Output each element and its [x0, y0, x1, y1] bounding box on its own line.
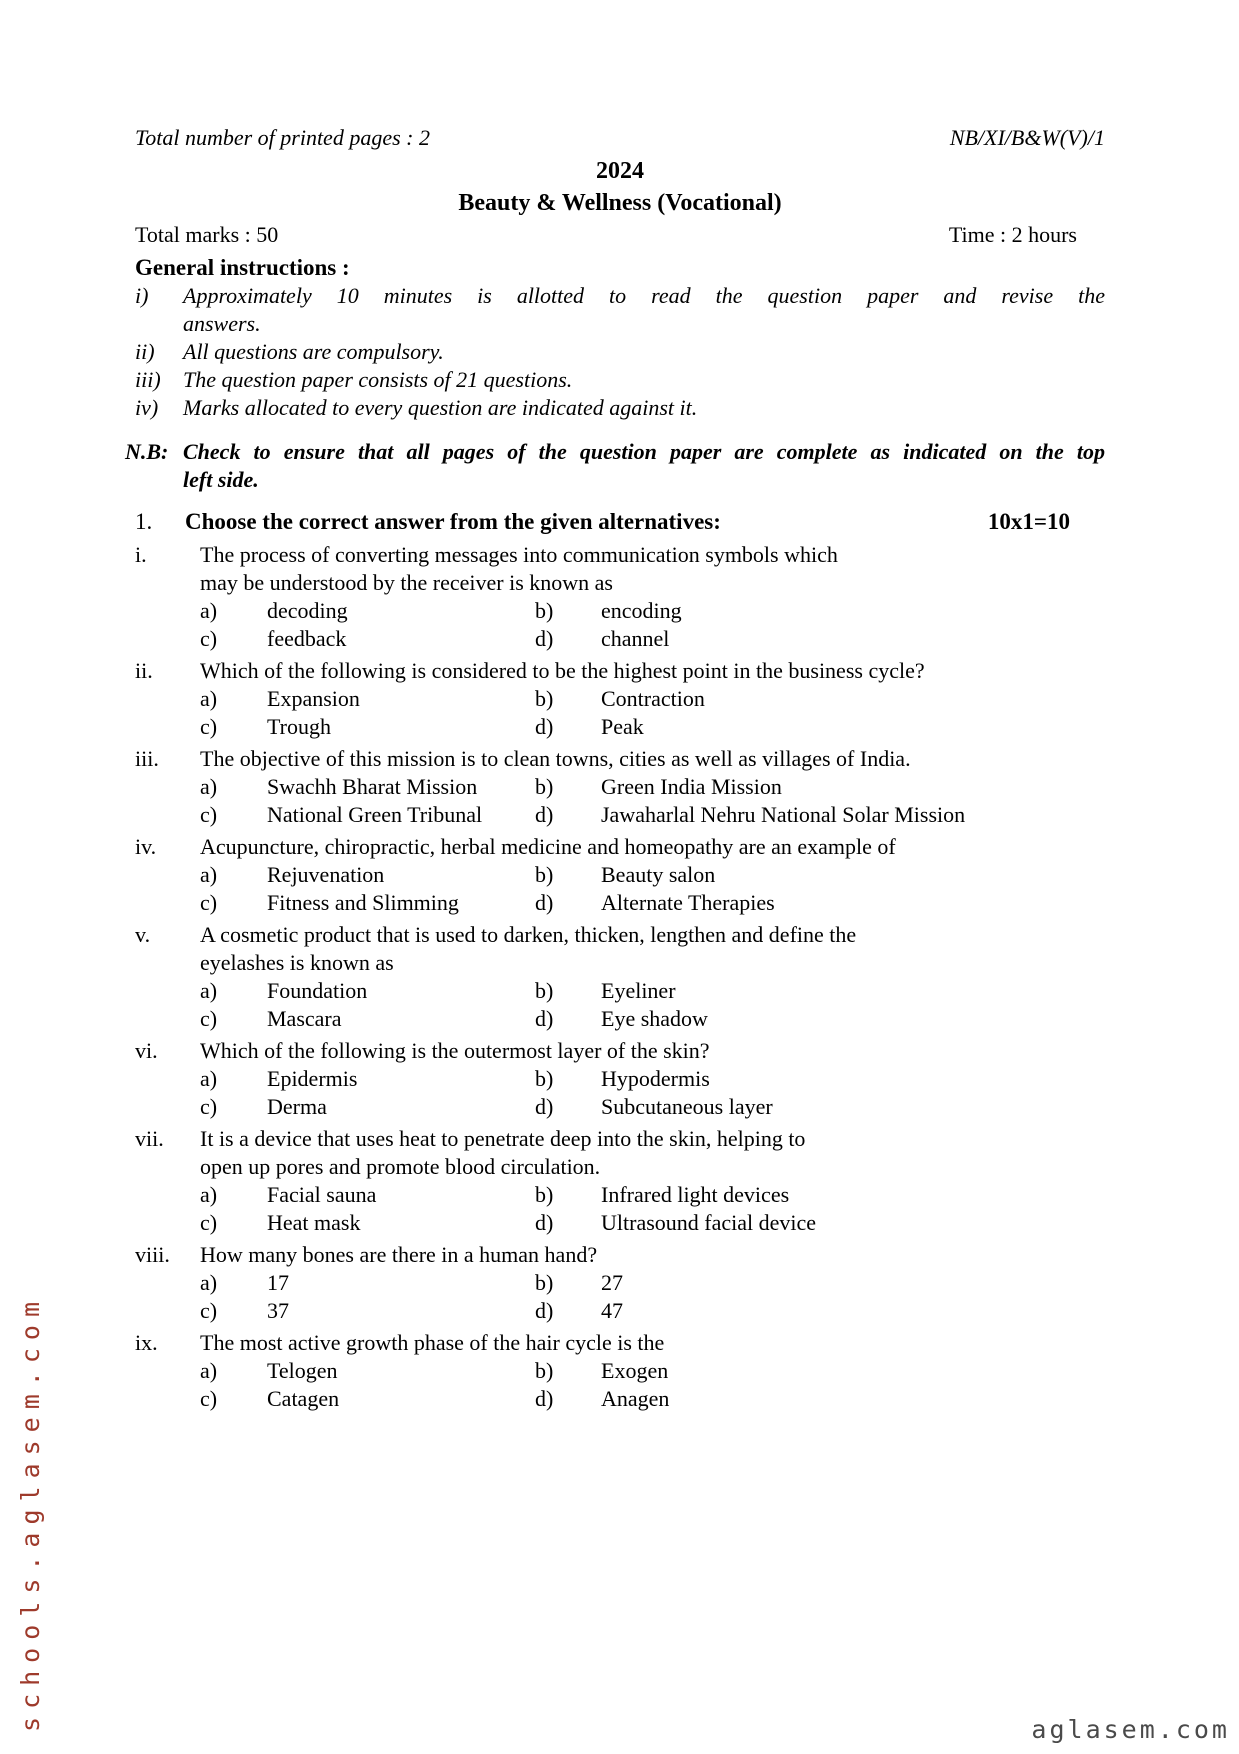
option-label: d): [535, 1386, 554, 1411]
option-text: 27: [601, 1270, 623, 1295]
option-text: encoding: [601, 598, 682, 623]
mcq-number: iv.: [135, 834, 157, 859]
option-text: Trough: [267, 714, 331, 739]
option-label: b): [535, 774, 554, 799]
option-label: c): [200, 1298, 218, 1323]
option-text: 47: [601, 1298, 623, 1323]
instruction-label: iii): [135, 367, 161, 392]
option-text: Eye shadow: [601, 1006, 708, 1031]
instruction-text: The question paper consists of 21 questions.: [183, 367, 573, 392]
option-label: b): [535, 1358, 554, 1383]
option-text: feedback: [267, 626, 347, 651]
option-label: a): [200, 862, 218, 887]
option-label: a): [200, 1182, 218, 1207]
option-text: Swachh Bharat Mission: [267, 774, 478, 799]
option-text: Heat mask: [267, 1210, 361, 1235]
option-text: Anagen: [601, 1386, 670, 1411]
instruction-label: iv): [135, 395, 159, 420]
mcq-number: ix.: [135, 1330, 158, 1355]
option-label: d): [535, 1006, 554, 1031]
option-label: c): [200, 626, 218, 651]
option-text: Facial sauna: [267, 1182, 377, 1207]
instruction-text: All questions are compulsory.: [183, 339, 444, 364]
option-text: Expansion: [267, 686, 360, 711]
mcq-number: ii.: [135, 658, 153, 683]
watermark-left-vertical: schools.aglasem.com: [16, 1294, 45, 1732]
option-label: d): [535, 890, 554, 915]
option-row: [200, 861, 1105, 889]
mcq-item: [135, 1241, 1105, 1325]
mcq-stem-line: may be understood by the receiver is known as: [200, 570, 613, 595]
mcq-stem-line: Which of the following is considered to be the highest point in the business cycle?: [200, 658, 925, 683]
option-row: [200, 1269, 1105, 1297]
option-text: Beauty salon: [601, 862, 716, 887]
option-label: d): [535, 714, 554, 739]
nb-note: [125, 438, 1105, 494]
time-allowed: Time : 2 hours: [948, 222, 1077, 247]
instruction-label: i): [135, 283, 149, 308]
option-label: a): [200, 774, 218, 799]
mcq-stem-line: Which of the following is the outermost layer of the skin?: [200, 1038, 710, 1063]
nb-text: [183, 438, 1105, 494]
option-label: a): [200, 1270, 218, 1295]
option-row: [200, 1093, 1105, 1121]
option-row: [200, 977, 1105, 1005]
option-label: d): [535, 1298, 554, 1323]
option-label: b): [535, 1066, 554, 1091]
option-text: Epidermis: [267, 1066, 358, 1091]
option-label: c): [200, 802, 218, 827]
option-row: [200, 889, 1105, 917]
option-text: Foundation: [267, 978, 368, 1003]
option-label: a): [200, 1066, 218, 1091]
option-text: Exogen: [601, 1358, 669, 1383]
mcq-number: v.: [135, 922, 151, 947]
option-text: Peak: [601, 714, 644, 739]
mcq-number: i.: [135, 542, 147, 567]
instruction-line: Approximately 10 minutes is allotted to read the question paper and revise the: [183, 283, 1105, 308]
mcq-number: vi.: [135, 1038, 158, 1063]
mcq-stem-line: open up pores and promote blood circulation.: [200, 1154, 601, 1179]
nb-line: left side.: [183, 467, 259, 492]
option-label: b): [535, 1270, 554, 1295]
option-label: d): [535, 1210, 554, 1235]
option-text: Derma: [267, 1094, 327, 1119]
option-row: [200, 1209, 1105, 1237]
question-number: 1.: [135, 509, 153, 534]
option-label: c): [200, 1094, 218, 1119]
option-text: Hypodermis: [601, 1066, 710, 1091]
option-label: c): [200, 1386, 218, 1411]
option-label: c): [200, 890, 218, 915]
option-row: [200, 625, 1105, 653]
question-1-marks: 10x1=10: [987, 509, 1070, 534]
header-row: [135, 124, 1105, 152]
option-text: Telogen: [267, 1358, 338, 1383]
mcq-body: [200, 1241, 1105, 1325]
mcq-stem-line: Acupuncture, chiropractic, herbal medicine and homeopathy are an example of: [200, 834, 896, 859]
option-row: [200, 685, 1105, 713]
instruction-item: [135, 394, 1105, 422]
option-label: a): [200, 1358, 218, 1383]
option-row: [200, 773, 1105, 801]
exam-year-title: 2024: [596, 158, 644, 184]
question-1-heading: Choose the correct answer from the given alternatives:: [185, 509, 721, 534]
option-text: 17: [267, 1270, 289, 1295]
mcq-item: [135, 833, 1105, 917]
option-text: Fitness and Slimming: [267, 890, 459, 915]
option-text: Infrared light devices: [601, 1182, 790, 1207]
option-label: d): [535, 802, 554, 827]
nb-line: Check to ensure that all pages of the question paper are complete as indicated on the top: [183, 439, 1105, 464]
mcq-item: [135, 1329, 1105, 1413]
option-row: [200, 1005, 1105, 1033]
total-marks: Total marks : 50: [135, 222, 279, 247]
option-text: Contraction: [601, 686, 705, 711]
instruction-label: ii): [135, 339, 155, 364]
mcq-body: [200, 833, 1105, 917]
mcq-number: iii.: [135, 746, 159, 771]
question-1-heading-row: [135, 507, 1105, 537]
option-row: [200, 1385, 1105, 1413]
mcq-item: [135, 1125, 1105, 1237]
option-text: Eyeliner: [601, 978, 676, 1003]
mcq-body: [200, 1329, 1105, 1413]
option-row: [200, 1297, 1105, 1325]
mcq-item: [135, 1037, 1105, 1121]
option-text: Catagen: [267, 1386, 340, 1411]
option-text: Ultrasound facial device: [601, 1210, 817, 1235]
instruction-item: [135, 282, 1105, 338]
option-row: [200, 801, 1105, 829]
option-label: c): [200, 714, 218, 739]
option-text: Alternate Therapies: [601, 890, 775, 915]
option-text: Mascara: [267, 1006, 342, 1031]
mcq-body: [200, 1037, 1105, 1121]
mcq-stem-line: A cosmetic product that is used to darken, thicken, lengthen and define the: [200, 922, 857, 947]
instruction-text: Marks allocated to every question are indicated against it.: [183, 395, 698, 420]
option-row: [200, 597, 1105, 625]
mcq-item: [135, 921, 1105, 1033]
mcq-item: [135, 657, 1105, 741]
mcq-stem-line: eyelashes is known as: [200, 950, 394, 975]
marks-time-row: [135, 221, 1105, 249]
mcq-number: viii.: [135, 1242, 170, 1267]
option-label: b): [535, 686, 554, 711]
option-label: a): [200, 598, 218, 623]
option-label: d): [535, 1094, 554, 1119]
mcq-stem-line: How many bones are there in a human hand?: [200, 1242, 598, 1267]
option-label: a): [200, 686, 218, 711]
mcq-body: [200, 745, 1105, 829]
option-text: National Green Tribunal: [267, 802, 483, 827]
option-label: d): [535, 626, 554, 651]
page-content: [125, 124, 1105, 1413]
mcq-body: [200, 1125, 1105, 1237]
option-row: [200, 1357, 1105, 1385]
option-row: [200, 713, 1105, 741]
mcq-number: vii.: [135, 1126, 164, 1151]
option-row: [200, 1065, 1105, 1093]
mcq-body: [200, 657, 1105, 741]
option-text: Rejuvenation: [267, 862, 385, 887]
option-row: [200, 1181, 1105, 1209]
mcq-stem-line: The objective of this mission is to clean towns, cities as well as villages of India.: [200, 746, 911, 771]
mcq-item: [135, 541, 1105, 653]
nb-label: N.B:: [125, 439, 169, 464]
option-label: b): [535, 598, 554, 623]
mcq-stem-line: The process of converting messages into communication symbols which: [200, 542, 838, 567]
watermark-bottom-right: aglasem.com: [1031, 1715, 1230, 1744]
mcq-item: [135, 745, 1105, 829]
option-label: b): [535, 862, 554, 887]
subject-title: Beauty & Wellness (Vocational): [458, 190, 782, 216]
mcq-body: [200, 541, 1105, 653]
option-label: c): [200, 1006, 218, 1031]
instruction-item: [135, 366, 1105, 394]
option-text: Green India Mission: [601, 774, 782, 799]
mcq-stem-line: It is a device that uses heat to penetrate deep into the skin, helping to: [200, 1126, 806, 1151]
option-label: b): [535, 1182, 554, 1207]
general-instructions-heading: General instructions :: [135, 255, 350, 280]
instruction-item: [135, 338, 1105, 366]
printed-pages-note: Total number of printed pages : 2: [135, 125, 430, 150]
paper-code: NB/XI/B&W(V)/1: [949, 125, 1105, 150]
mcq-stem-line: The most active growth phase of the hair cycle is the: [200, 1330, 665, 1355]
instruction-line: answers.: [183, 311, 261, 336]
mcq-body: [200, 921, 1105, 1033]
option-text: 37: [267, 1298, 289, 1323]
instruction-text: [183, 282, 1105, 338]
option-text: Subcutaneous layer: [601, 1094, 773, 1119]
option-text: decoding: [267, 598, 348, 623]
option-text: channel: [601, 626, 670, 651]
option-text: Jawaharlal Nehru National Solar Mission: [601, 802, 966, 827]
option-label: b): [535, 978, 554, 1003]
option-label: c): [200, 1210, 218, 1235]
option-label: a): [200, 978, 218, 1003]
